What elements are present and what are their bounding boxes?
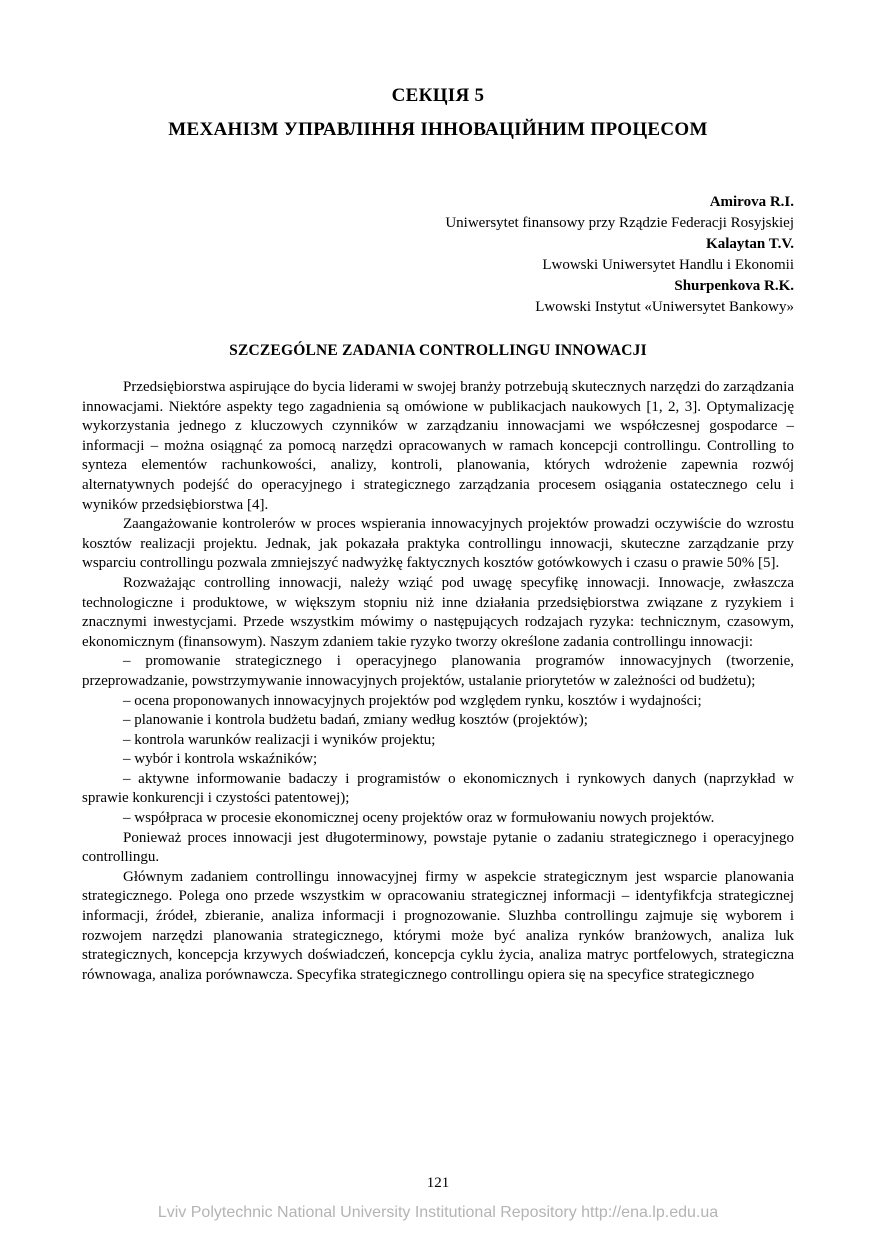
- paragraph-1: Przedsiębiorstwa aspirujące do bycia liderami w swojej branży potrzebują skutecznych narzędzi do zarządzania innowacjami. Niektóre aspekty tego zagadnienia są omówione w publikacjach naukowych [1, 2, 3]. Optymalizację wykorzystania jednego z kluczowych czynników w zarządzaniu innowacjami we współczesnej gospodarce – informacji – można osiągnąć za pomocą narzędzi opracowanych w ramach koncepcji controllingu. Controlling to synteza elementów rachunkowości, analizy, kontroli, planowania, których wdrożenie zapewnia rozwój alternatywnych podejść do operacyjnego i strategicznego zarządzania procesem osiągania ostatecznego celu i wyników przedsiębiorstwa [4].: [82, 379, 794, 513]
- bullet-item-7: – współpraca w procesie ekonomicznej oceny projektów oraz w formułowaniu nowych projektów.: [123, 810, 715, 827]
- section-heading-line1: СЕКЦІЯ 5: [391, 85, 485, 106]
- paragraph-2: Zaangażowanie kontrolerów w proces wspierania innowacyjnych projektów prowadzi oczywiście do wzrostu kosztów realizacji projektu. Jednak, jak pokazała praktyka controllingu innowacji, skuteczne zarządzanie przy wsparciu controllingu pozwala zmniejszyć nadwyżkę faktycznych kosztów gotówkowych i czasu o prawie 50% [5].: [82, 516, 794, 572]
- author-name-2: Kalaytan T.V.: [706, 236, 794, 252]
- page-number: 121: [426, 1175, 450, 1191]
- bullet-item-6: – aktywne informowanie badaczy i programistów o ekonomicznych i rynkowych danych (naprzykład w sprawie konkurencji i czystości patentowej);: [82, 770, 794, 807]
- author-name-3: Shurpenkova R.K.: [674, 278, 794, 294]
- author-affiliation-2: Lwowski Uniwersytet Handlu i Ekonomii: [542, 257, 794, 273]
- bullet-item-2: – ocena proponowanych innowacyjnych projektów pod względem rynku, kosztów i wydajności;: [123, 692, 702, 709]
- author-affiliation-1: Uniwersytet finansowy przy Rządzie Federacji Rosyjskiej: [445, 215, 794, 231]
- bullet-item-5: – wybór i kontrola wskaźników;: [123, 751, 318, 768]
- bullet-item-3: – planowanie i kontrola budżetu badań, zmiany według kosztów (projektów);: [123, 712, 588, 729]
- paragraph-5: Głównym zadaniem controllingu innowacyjnej firmy w aspekcie strategicznym jest wsparcie planowania strategicznego. Polega ono przede wszystkim w opracowaniu strategicznej informacji – identyfikfcja strategicznej informacji, źródeł, zbieranie, analiza informacji i prognozowanie. Sluzhba controllingu zajmuje się wyborem i rozwojem narzędzi planowania strategicznego, którymi może być analiza rynków branżowych, analiza luk strategicznych, koncepcja krzywych doświadczeń, koncepcja cyklu życia, analiza matryc portfelowych, strategiczna równowaga, analiza porównawcza. Specyfika strategicznego controllingu opiera się na specyfice strategicznego: [82, 868, 794, 983]
- bullet-item-1: – promowanie strategicznego i operacyjnego planowania programów innowacyjnych (tworzenie, przeprowadzanie, powstrzymywanie innowacyjnych projektów, ustalanie priorytetów w zależności od budżetu);: [82, 653, 794, 689]
- article-title: SZCZEGÓLNE ZADANIA CONTROLLINGU INNOWACJI: [229, 342, 647, 359]
- paragraph-3: Rozważając controlling innowacji, należy wziąć pod uwagę specyfikę innowacji. Innowacje, zwłaszcza technologiczne i produktowe, w większym stopniu niż inne działania przedsiębiorstwa związane z ryzykiem i znacznymi inwestycjami. Przede wszystkim mówimy o następujących rodzajach ryzyka: technicznym, czasowym, ekonomicznym (finansowym). Naszym zdaniem takie ryzyko tworzy określone zadania controllingu innowacji:: [82, 574, 794, 650]
- section-heading-line2: МЕХАНІЗМ УПРАВЛІННЯ ІННОВАЦІЙНИМ ПРОЦЕСОМ: [168, 119, 708, 140]
- bullet-item-4: – kontrola warunków realizacji i wyników projektu;: [123, 731, 436, 748]
- article-body: [82, 378, 794, 985]
- repository-watermark: Lviv Polytechnic National University Institutional Repository http://ena.lp.edu.ua: [157, 1204, 719, 1221]
- paragraph-4: Ponieważ proces innowacji jest długoterminowy, powstaje pytanie o zadaniu strategicznego i operacyjnego controllingu.: [82, 829, 794, 866]
- author-affiliation-3: Lwowski Instytut «Uniwersytet Bankowy»: [535, 299, 794, 315]
- author-name-1: Amirova R.I.: [709, 194, 794, 210]
- authors-block: [82, 192, 794, 318]
